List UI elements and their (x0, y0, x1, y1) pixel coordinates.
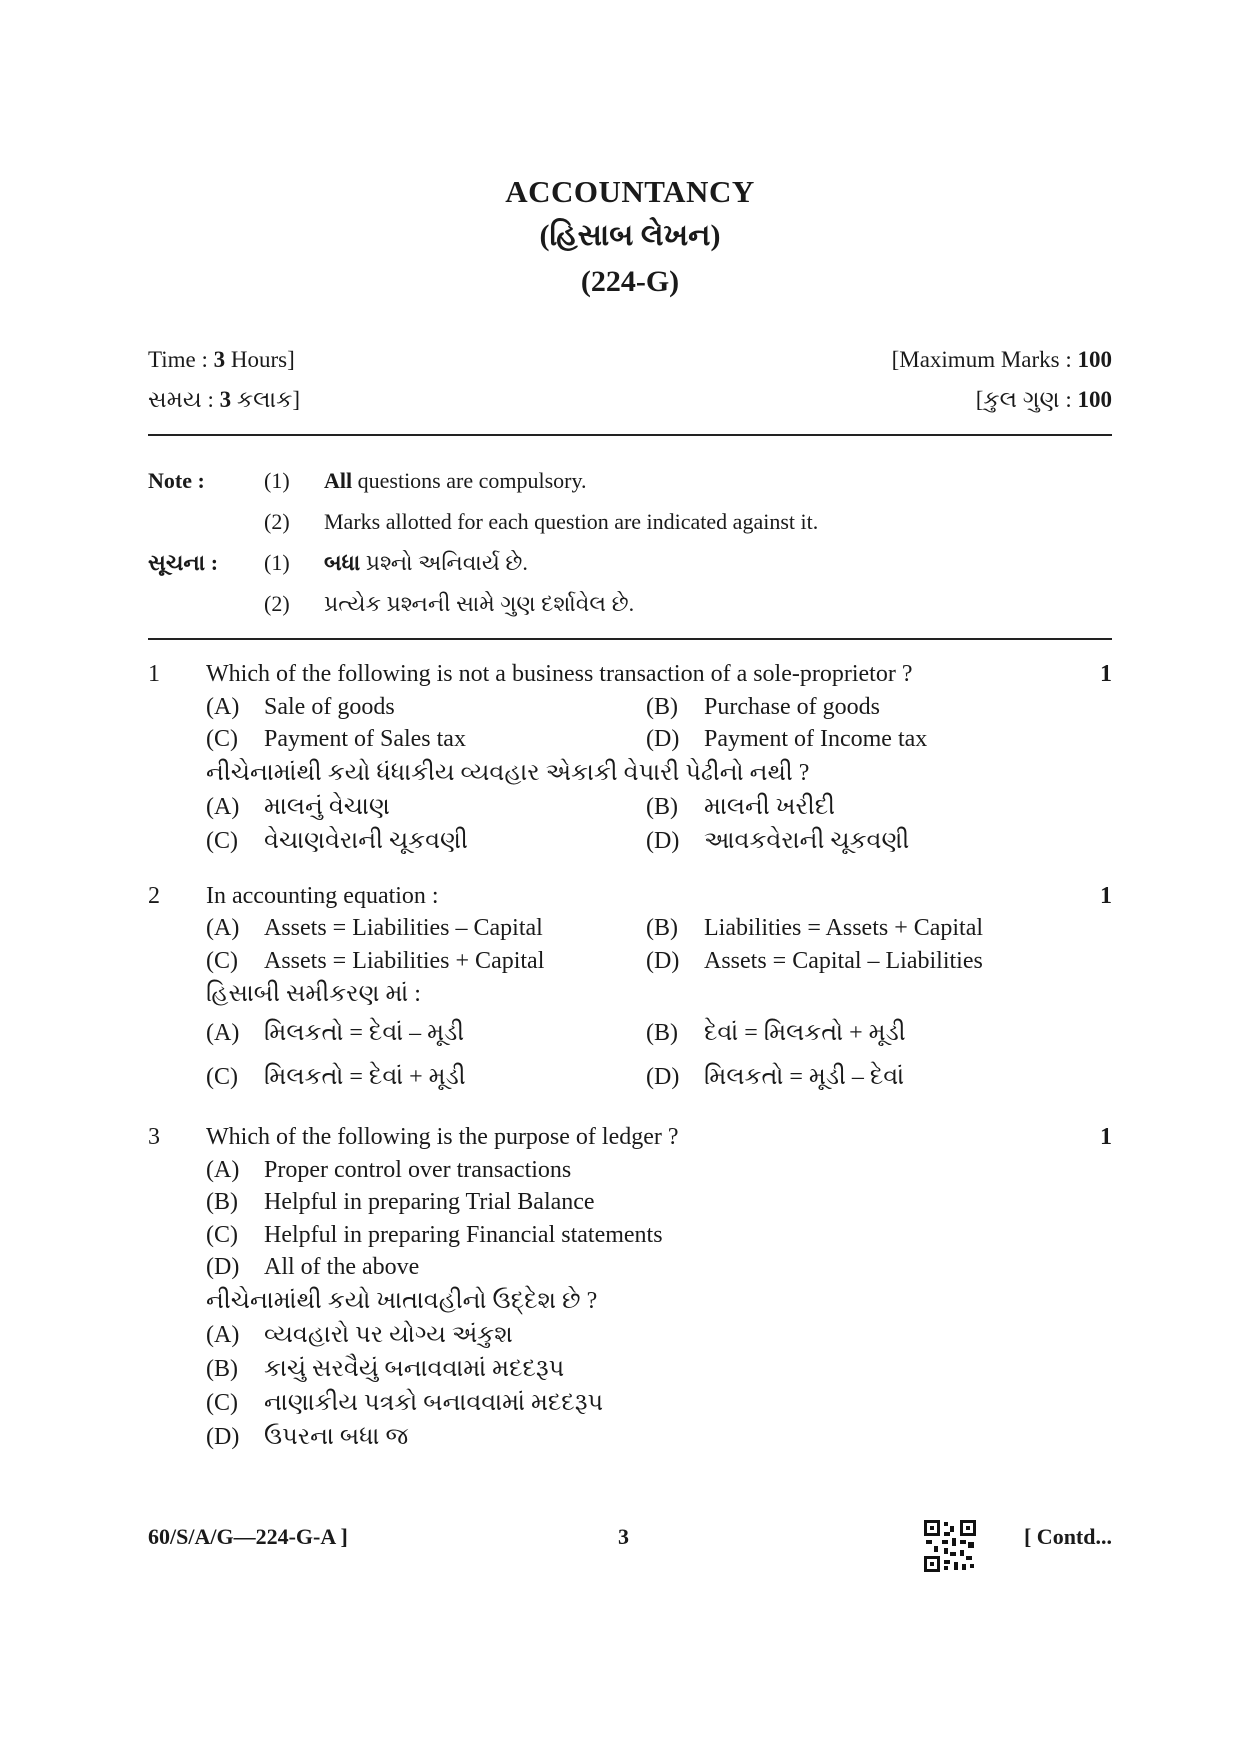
note-bold: બધા (324, 550, 361, 575)
time-value: 3 (213, 347, 226, 372)
marks-guj-value: 100 (1077, 387, 1112, 412)
question-marks: 1 (1100, 661, 1112, 687)
option (206, 1219, 1112, 1252)
time-guj-prefix: સમય : (148, 387, 220, 412)
exam-page (148, 0, 1112, 1454)
option (206, 1011, 646, 1055)
option-letter: (D) (646, 1064, 680, 1090)
question-text-gujarati: હિસાબી સમીકરણ માં : (206, 981, 421, 1007)
option-letter: (D) (646, 827, 680, 854)
max-marks-value: 100 (1077, 347, 1112, 372)
question-marks: 1 (1100, 1124, 1112, 1150)
option-text: દેવાં = મિલકતો + મૂડી (704, 1020, 906, 1046)
options-gujarati (206, 1011, 1112, 1099)
option (206, 945, 646, 978)
option-letter: (A) (206, 1321, 240, 1348)
max-marks-label-gujarati (976, 380, 1112, 420)
option-letter: (C) (206, 1389, 238, 1416)
option-text: મિલકતો = મૂડી – દેવાં (704, 1064, 905, 1090)
question-text: Which of the following is the purpose of ledger ? (206, 1124, 679, 1150)
option (206, 790, 646, 824)
divider-notes (148, 638, 1112, 640)
option-letter: (B) (646, 693, 678, 720)
subject-title-gujarati: (હિસાબ લેખન) (539, 219, 721, 252)
option-text: Assets = Capital – Liabilities (704, 947, 983, 974)
option (646, 824, 1086, 858)
time-guj-value: 3 (219, 387, 232, 412)
paper-code: 60/S/A/G—224-G-A ] (148, 1524, 348, 1549)
option (206, 1386, 1112, 1420)
max-marks-label (892, 340, 1112, 380)
option-text: Liabilities = Assets + Capital (704, 915, 984, 941)
option-letter: (D) (646, 947, 680, 974)
option-letter: (B) (206, 1355, 238, 1382)
option-letter: (C) (206, 726, 238, 752)
option (206, 1352, 1112, 1386)
option-letter: (C) (206, 1221, 238, 1248)
note-text (324, 460, 1112, 501)
note-number: (2) (264, 509, 290, 534)
note-bold: All (324, 468, 353, 493)
title-block (148, 172, 1112, 302)
option-letter: (C) (206, 947, 238, 974)
option-letter: (B) (646, 915, 678, 941)
option-text: મિલકતો = દેવાં – મૂડી (264, 1020, 465, 1046)
option-letter: (C) (206, 1064, 238, 1090)
option (646, 1055, 1086, 1099)
option-letter: (B) (646, 1020, 678, 1046)
option (206, 1154, 1112, 1187)
question-3 (148, 1121, 1112, 1454)
option-text: કાચું સરવૈયું બનાવવામાં મદદરૂપ (264, 1355, 565, 1382)
question-2 (148, 880, 1112, 1100)
option-letter: (D) (206, 1254, 240, 1280)
subject-code: (224-G) (580, 265, 680, 298)
question-text-gujarati: નીચેનામાંથી કયો ધંધાકીય વ્યવહાર એકાકી વેપારી પેઢીનો નથી ? (206, 759, 810, 786)
option (206, 1420, 1112, 1454)
option (206, 912, 646, 945)
options (206, 912, 1112, 977)
option (206, 1055, 646, 1099)
option-text: Helpful in preparing Financial statements (264, 1221, 663, 1248)
note-text-gujarati: પ્રત્યેક પ્રશ્નની સામે ગુણ દર્શાવેલ છે. (324, 591, 635, 616)
continued-label: [ Contd... (1023, 1524, 1112, 1549)
option-text: Helpful in preparing Trial Balance (264, 1189, 595, 1215)
time-guj-suffix: કલાક] (231, 387, 301, 412)
question-number: 1 (148, 661, 160, 687)
option-letter: (D) (646, 726, 680, 752)
question-number: 3 (148, 1124, 160, 1150)
option-text: વેચાણવેરાની ચૂકવણી (264, 827, 468, 854)
question-marks: 1 (1100, 882, 1112, 909)
option-text: નાણાકીય પત્રકો બનાવવામાં મદદરૂપ (264, 1389, 604, 1416)
option (646, 912, 1086, 945)
option (206, 1251, 1112, 1284)
option-letter: (A) (206, 793, 240, 820)
option (646, 790, 1086, 824)
note-heading: Note : (148, 468, 205, 493)
option (646, 1011, 1086, 1055)
note-number: (1) (264, 468, 290, 493)
option (646, 945, 1086, 978)
question-text: In accounting equation : (206, 882, 439, 909)
option-text: Payment of Income tax (704, 726, 928, 752)
option (206, 1186, 1112, 1219)
instructions (148, 460, 1112, 624)
option (206, 691, 646, 724)
option-letter: (B) (646, 793, 678, 820)
time-label-gujarati (148, 380, 300, 420)
option-text: મિલકતો = દેવાં + મૂડી (264, 1064, 466, 1090)
option-text: Assets = Liabilities + Capital (264, 947, 545, 974)
option (646, 723, 1086, 756)
option-text: ઉપરના બધા જ (264, 1423, 409, 1450)
question-text-gujarati: નીચેનામાંથી કયો ખાતાવહીનો ઉદ્દેશ છે ? (206, 1287, 598, 1314)
option-text: આવકવેરાની ચૂકવણી (704, 827, 910, 854)
option (646, 691, 1086, 724)
option-text: વ્યવહારો પર યોગ્ય અંકુશ (264, 1321, 513, 1348)
option-text: Payment of Sales tax (264, 726, 466, 752)
question-text: Which of the following is not a business transaction of a sole-proprietor ? (206, 661, 913, 687)
time-label (148, 340, 295, 380)
option (206, 723, 646, 756)
options (206, 691, 1112, 756)
note-rest: questions are compulsory. (352, 468, 587, 493)
page-footer (148, 1520, 1112, 1580)
note-rest: પ્રશ્નો અનિવાર્ય છે. (360, 550, 528, 575)
note-heading-gujarati: સૂચના : (148, 550, 219, 575)
option-text: Sale of goods (264, 693, 395, 720)
question-1 (148, 658, 1112, 858)
option-letter: (D) (206, 1423, 240, 1450)
note-text: Marks allotted for each question are indicated against it. (324, 509, 819, 534)
subject-title: ACCOUNTANCY (505, 174, 755, 209)
note-text-gujarati (324, 542, 1112, 583)
option-letter: (C) (206, 827, 238, 854)
option (206, 824, 646, 858)
time-prefix: Time : (148, 347, 214, 372)
option-letter: (A) (206, 1020, 240, 1046)
time-suffix: Hours] (225, 347, 295, 372)
option-text: માલની ખરીદી (704, 793, 835, 820)
option-letter: (A) (206, 915, 240, 941)
question-number: 2 (148, 882, 160, 909)
option-letter: (A) (206, 1156, 240, 1183)
option-letter: (B) (206, 1189, 238, 1215)
option-letter: (A) (206, 693, 240, 720)
marks-guj-prefix: [કુલ ગુણ : (975, 387, 1078, 412)
option-text: માલનું વેચાણ (264, 793, 390, 820)
options-gujarati (206, 1318, 1112, 1454)
option-text: Proper control over transactions (264, 1156, 572, 1183)
exam-meta (148, 340, 1112, 420)
option-text: Purchase of goods (704, 693, 880, 720)
options (206, 1154, 1112, 1284)
page-number: 3 (618, 1524, 629, 1549)
divider-top (148, 434, 1112, 436)
qr-code-icon (924, 1520, 976, 1572)
option-text: Assets = Liabilities – Capital (264, 915, 543, 941)
max-marks-prefix: [Maximum Marks : (891, 347, 1078, 372)
option (206, 1318, 1112, 1352)
options-gujarati (206, 790, 1112, 858)
note-number: (1) (264, 550, 290, 575)
note-number: (2) (264, 591, 290, 616)
option-text: All of the above (264, 1254, 420, 1280)
